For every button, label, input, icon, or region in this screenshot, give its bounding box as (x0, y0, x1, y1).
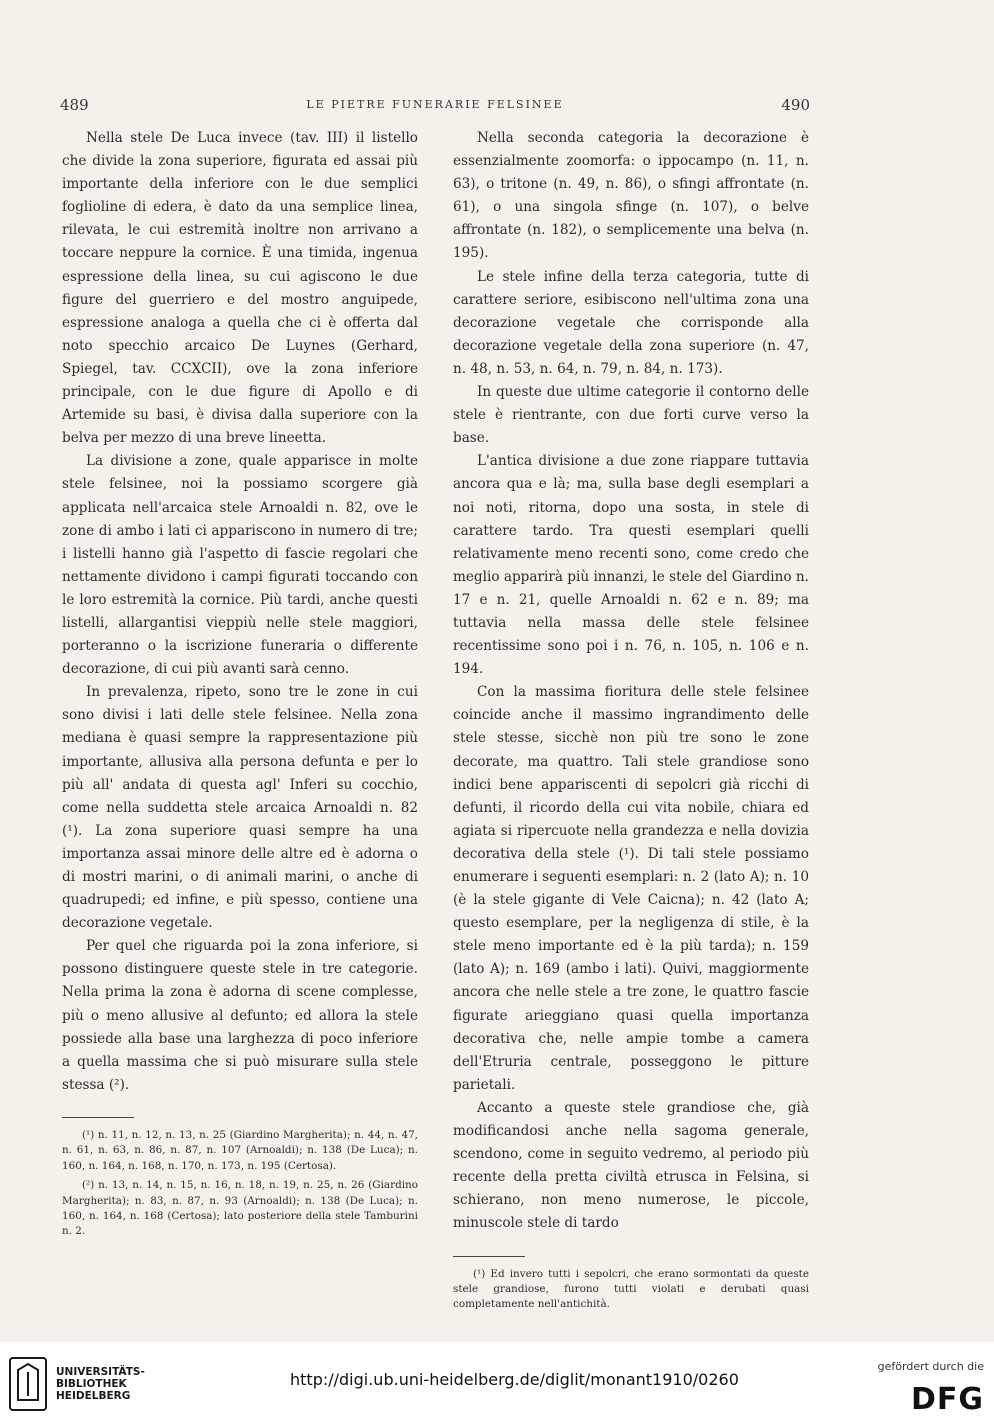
footnote: (²) n. 13, n. 14, n. 15, n. 16, n. 18, n. 19, n. 25, n. 26 (Giardino Margherita); n. 83, n. 87, n. 93 (Arnoaldi); n. 138 (De Luca); n. 160, n. 164, n. 168 (Certosa); lato posteriore della stele Tamburini n. 2. (62, 1179, 418, 1238)
paragraph: In prevalenza, ripeto, sono tre le zone in cui sono divisi i lati delle stele felsinee. Nella zona mediana è quasi sempre la rappresentazione più importante, allusiva alla persona defunta e per lo più all' andata di questa agl' Inferi su cocchio, come nella suddetta stele arcaica Arnoaldi n. 82 (¹). La zona superiore quasi sempre ha una importanza assai minore delle altre ed è adorna o di mostri marini, o di animali marini, o anche di quadrupedi; ed infine, e più spesso, contiene una decorazione vegetale. (62, 684, 418, 932)
footnote-divider (453, 1256, 525, 1257)
library-name: UNIVERSITÄTS- BIBLIOTHEK HEIDELBERG (56, 1366, 145, 1402)
paragraph: Nella stele De Luca invece (tav. III) il listello che divide la zona superiore, figurata ed assai più importante della inferiore con le due semplici foglioline di edera, è dato da una semplice linea, rilevata, le cui estremità inoltre non arrivano a toccare neppure la cornice. È una timida, ingenua espressione della linea, su cui agiscono le due figure del guerriero e del mostro anguipede, espressione analoga a quella che ci è offerta dal noto specchio arcaico De Luynes (Gerhard, Spiegel, tav. CCXCII), ove la zona inferiore principale, con le due figure di Apollo e di Artemide su basi, è divisa dalla superiore con la belva per mezzo di una breve lineetta. (62, 130, 418, 447)
footnote: (¹) Ed invero tutti i sepolcri, che erano sormontati da queste stele grandiose, furono tutti violati e derubati quasi completamente nell'antichità. (453, 1267, 809, 1311)
left-column (62, 127, 418, 1244)
paragraph: In queste due ultime categorie il contorno delle stele è rientrante, con due forti curve verso la base. (453, 384, 809, 447)
right-body-text (453, 127, 809, 1236)
running-header (60, 96, 810, 116)
footnote-divider (62, 1117, 134, 1118)
paragraph: La divisione a zone, quale apparisce in molte stele felsinee, noi la possiamo scorgere già applicata nell'arcaica stele Arnoaldi n. 82, ove le zone di ambo i lati ci appariscono in numero di tre; i listelli hanno già l'aspetto di fascie regolari che nettamente dividono i campi figurati toccando con le loro estremità la cornice. Più tardi, anche questi listelli, allargantisi vieppiù nelle stele maggiori, porteranno o la iscrizione funeraria o differente decorazione, di cui più avanti sarà cenno. (62, 453, 418, 678)
page-number-left: 489 (60, 96, 89, 114)
paragraph: Per quel che riguarda poi la zona inferiore, si possono distinguere queste stele in tre categorie. Nella prima la zona è adorna di scene complesse, più o meno allusive al defunto; ed allora la stele possiede alla base una larghezza di poco inferiore a quella massima che si può misurare sulla stele stessa (²). (62, 938, 418, 1093)
permalink-url[interactable]: http://digi.ub.uni-heidelberg.de/diglit/monant1910/0260 (290, 1370, 739, 1389)
left-footnotes (62, 1128, 418, 1240)
paragraph: L'antica divisione a due zone riappare tuttavia ancora qua e là; ma, sulla base degli esemplari a noi noti, ritorna, dopo una sosta, in stele di carattere tardo. Tra questi esemplari quelli relativamente meno recenti sono, come credo che meglio apparirà più innanzi, le stele del Giardino n. 17 e n. 21, quelle Arnoaldi n. 62 e n. 89; ma tuttavia nella massa delle stele felsinee recentissime sono poi i n. 76, n. 105, n. 106 e n. 194. (453, 453, 809, 678)
left-body-text (62, 127, 418, 1097)
page-number-right: 490 (781, 96, 810, 114)
running-title: LE PIETRE FUNERARIE FELSINEE (306, 98, 564, 111)
right-footnotes (453, 1267, 809, 1313)
paragraph: Accanto a queste stele grandiose che, già modificandosi anche nella sagoma generale, scendono, come in seguito vedremo, al periodo più recente della pretta civiltà etrusca in Felsina, si schierano, non meno numerose, le piccole, minuscole stele di tardo (453, 1099, 809, 1232)
dfg-logo: DFG (910, 1382, 984, 1417)
paragraph: Con la massima fioritura delle stele felsinee coincide anche il massimo ingrandimento delle stele stesse, sicchè non più tre sono le zone decorate, ma quattro. Tali stele grandiose sono indici bene appariscenti di sepolcri già ricchi di defunti, il ricordo della cui vita nobile, chiara ed agiata si ripercuote nella grandezza e nella dovizia decorativa della stele (¹). Di tali stele possiamo enumerare i seguenti esemplari: n. 2 (lato A); n. 10 (è la stele gigante di Vele Caicna); n. 42 (lato A; questo esemplare, per la negligenza di stile, è la stele meno importante ed è la più tarda); n. 159 (lato A); n. 169 (ambo i lati). Quivi, maggiormente ancora che nelle stele a tre zone, le quattro fascie figurate arieggiano quasi quella importanza decorativa che, nelle ampie tombe a camera dell'Etruria centrale, posseggono le pitture parietali. (453, 684, 809, 1093)
right-column (453, 127, 809, 1317)
funding-caption: gefördert durch die (877, 1360, 984, 1373)
paragraph: Le stele infine della terza categoria, tutte di carattere seriore, esibiscono nell'ultima zona una decorazione vegetale che corrisponde alla decorazione vegetale della zona superiore (n. 47, n. 48, n. 53, n. 64, n. 79, n. 84, n. 173). (453, 268, 809, 377)
footnote: (¹) n. 11, n. 12, n. 13, n. 25 (Giardino Margherita); n. 44, n. 47, n. 61, n. 63, n. 86, n. 87, n. 107 (Arnoaldi); n. 138 (De Luca); n. 160, n. 164, n. 168, n. 170, n. 173, n. 195 (Certosa). (62, 1128, 418, 1172)
university-seal-icon (8, 1356, 48, 1412)
paragraph: Nella seconda categoria la decorazione è essenzialmente zoomorfa: o ippocampo (n. 11, n. 63), o tritone (n. 49, n. 86), o sfingi affrontate (n. 61), o una singola sfinge (n. 107), o belve affrontate (n. 182), o semplicemente una belva (n. 195). (453, 130, 809, 262)
digitization-footer (0, 1342, 994, 1424)
